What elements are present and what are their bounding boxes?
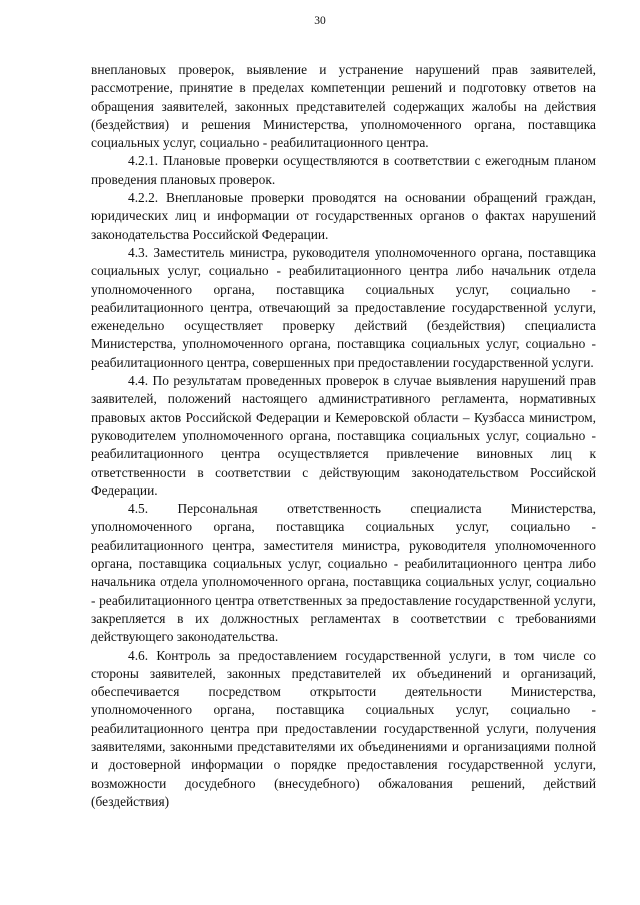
paragraph-4-4: 4.4. По результатам проведенных проверок в случае выявления нарушений прав заявителей, положений настоящего административного регламента, нормативных правовых актов Российской Федерации и Кемеровской области – Кузбасса министром, руководителем уполномоченного органа, поставщика социальных услуг, социально - реабилитационного центра осуществляется привлечение виновных лиц к ответственности в соответствии с действующим законодательством Российской Федерации. xyxy=(91,373,596,498)
paragraph-4-6: 4.6. Контроль за предоставлением государственной услуги, в том числе со стороны заявителей, законных представителей их объединений и организаций, обеспечивается посредством открытости деятельности Министерства, уполномоченного органа, поставщика социальных услуг, социально - реабилитационного центра при предоставлении государственной услуги, получения заявителями, законными представителями их объединениями и организациями полной и достоверной информации о порядке предоставления государственной услуги, возможности досудебного (внесудебного) обжалования решений, действий (бездействия) xyxy=(91,647,596,809)
paragraph-4-5: 4.5. Персональная ответственность специалиста Министерства, уполномоченного органа, поставщика социальных услуг, социально - реабилитационного центра, заместителя министра, руководителя уполномоченного органа, поставщика социальных услуг, социально - реабилитационного центра либо начальника отдела уполномоченного органа, поставщика социальных услуг, социально - реабилитационного центра ответственных за предоставление государственной услуги, закрепляется в их должностных регламентах в соответствии с требованиями действующего законодательства. xyxy=(91,501,596,645)
page-number: 30 xyxy=(314,15,326,27)
paragraph-4-2-1: 4.2.1. Плановые проверки осуществляются в соответствии с ежегодным планом проведения плановых проверок. xyxy=(91,153,596,187)
paragraph-4-2-2: 4.2.2. Внеплановые проверки проводятся на основании обращений граждан, юридических лиц и информации от государственных органов о фактах нарушений законодательства Российской Федерации. xyxy=(91,190,596,242)
document-body xyxy=(91,61,596,811)
paragraph-4-3: 4.3. Заместитель министра, руководителя уполномоченного органа, поставщика социальных услуг, социально - реабилитационного центра либо начальник отдела уполномоченного органа, поставщика социальных услуг, социально - реабилитационного центра, отвечающий за предоставление государственной услуги, еженедельно осуществляет проверку действий (бездействия) специалиста Министерства, уполномоченного органа, поставщика социальных услуг, социально - реабилитационного центра, совершенных при предоставлении государственной услуги. xyxy=(91,244,596,370)
paragraph-continuation: внеплановых проверок, выявление и устранение нарушений прав заявителей, рассмотрение, принятие в пределах компетенции решений и подготовку ответов на обращения заявителей, законных представителей содержащих жалобы на действия (бездействия) и решения Министерства, уполномоченного органа, поставщика социальных услуг, социально - реабилитационного центра. xyxy=(91,62,596,151)
